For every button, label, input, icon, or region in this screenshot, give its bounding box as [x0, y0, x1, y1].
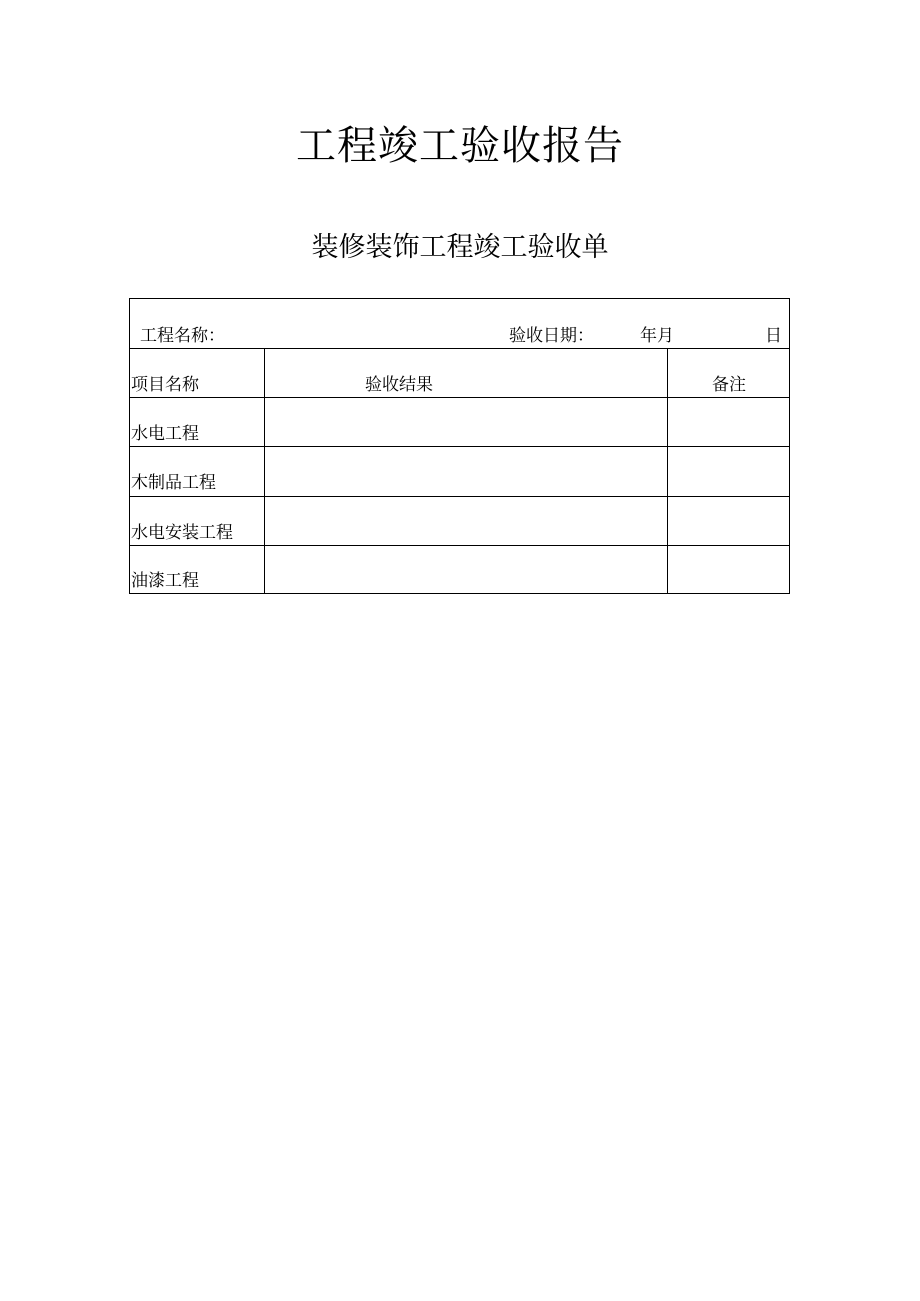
- acceptance-form-table: [129, 298, 790, 594]
- table-row: [130, 398, 789, 446]
- column-header-remarks: 备注: [712, 375, 746, 395]
- document-subtitle: 装修装饰工程竣工验收单: [311, 232, 609, 263]
- project-name-label: 工程名称：: [140, 326, 225, 346]
- row-item-name: 水电工程: [131, 424, 199, 444]
- row-item-name: 木制品工程: [131, 473, 216, 493]
- column-header-item-name: 项目名称: [131, 375, 199, 395]
- form-info-row: [130, 299, 789, 348]
- row-item-name: 水电安装工程: [131, 523, 233, 543]
- day-label: 日: [765, 326, 782, 346]
- acceptance-date-label: 验收日期：: [509, 326, 594, 346]
- column-header-result: 验收结果: [365, 375, 433, 395]
- table-row: [130, 546, 789, 593]
- column-header-row: [130, 349, 789, 397]
- column-divider-line: [667, 348, 668, 593]
- column-divider-line: [264, 348, 265, 593]
- table-row: [130, 447, 789, 496]
- year-month-label: 年月: [640, 326, 674, 346]
- document-title: 工程竣工验收报告: [296, 123, 624, 169]
- row-item-name: 油漆工程: [131, 571, 199, 591]
- table-row: [130, 497, 789, 545]
